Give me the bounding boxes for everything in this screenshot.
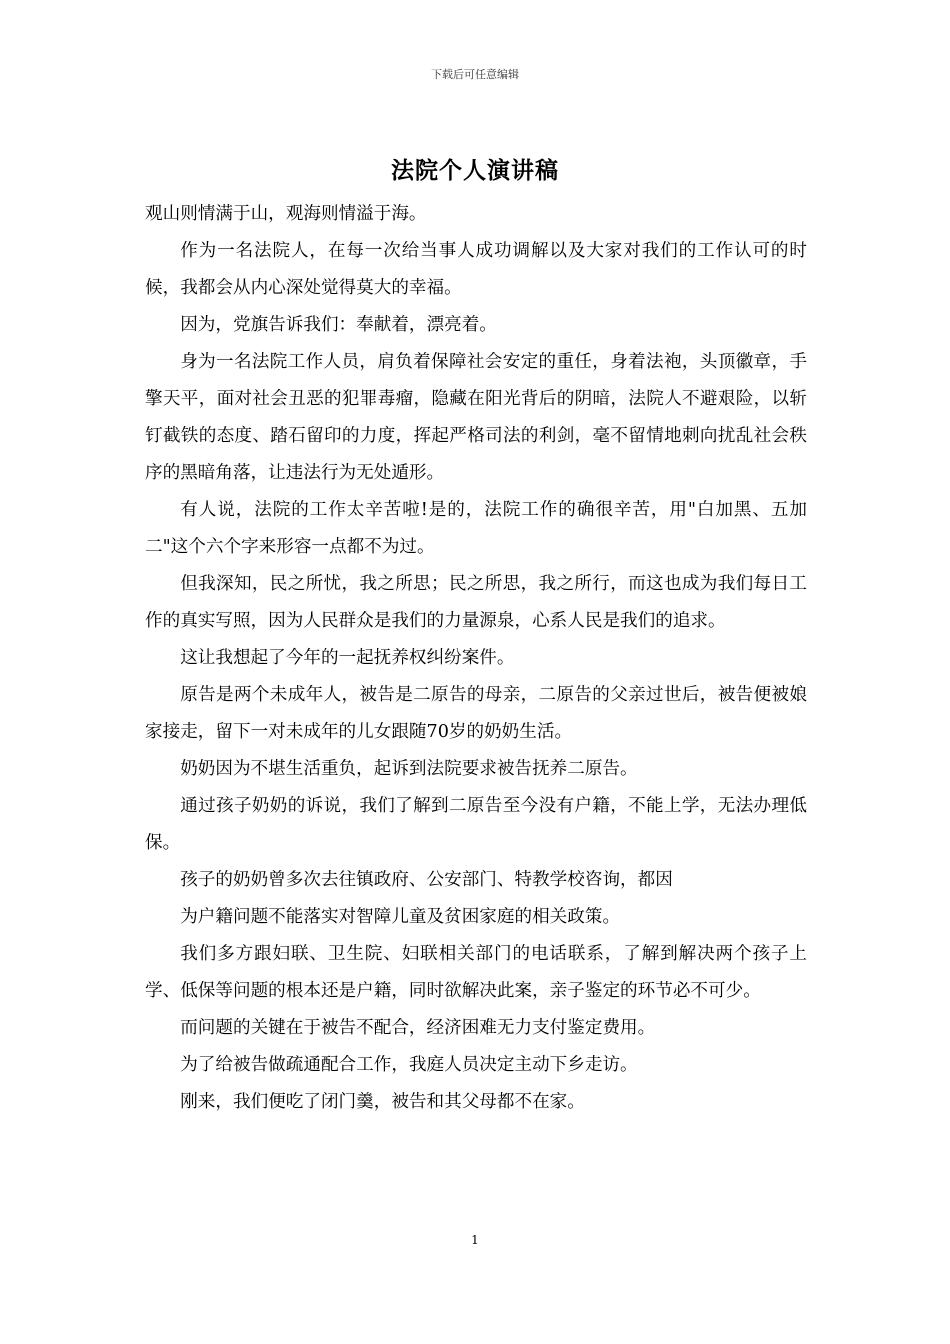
paragraph: 奶奶因为不堪生活重负，起诉到法院要求被告抚养二原告。 <box>180 759 638 779</box>
paragraph: 我们多方跟妇联、卫生院、妇联相关部门的电话联系，了解到解决两个孩子上学、低保等问题的根本还是户籍，同时欲解决此案，亲子鉴定的环节必不可少。 <box>145 944 807 1001</box>
paragraph: 通过孩子奶奶的诉说，我们了解到二原告至今没有户籍，不能上学，无法办理低保。 <box>145 796 807 853</box>
paragraph: 孩子的奶奶曾多次去往镇政府、公安部门、特教学校咨询，都因 <box>180 870 673 890</box>
page-number: 1 <box>471 1233 479 1247</box>
paragraph: 刚来，我们便吃了闭门羹，被告和其父母都不在家。 <box>180 1092 585 1112</box>
paragraph: 有人说，法院的工作太辛苦啦!是的，法院工作的确很辛苦，用"白加黑、五加二"这个六个字来形容一点都不为过。 <box>145 500 807 557</box>
paragraph: 而问题的关键在于被告不配合，经济困难无力支付鉴定费用。 <box>180 1018 656 1038</box>
document-title: 法院个人演讲稿 <box>391 157 559 184</box>
document-body <box>145 196 807 1121</box>
paragraph: 作为一名法院人，在每一次给当事人成功调解以及大家对我们的工作认可的时候，我都会从内心深处觉得莫大的幸福。 <box>145 241 807 298</box>
paragraph: 为了给被告做疏通配合工作，我庭人员决定主动下乡走访。 <box>180 1055 638 1075</box>
paragraph: 身为一名法院工作人员，肩负着保障社会安定的重任，身着法袍，头顶徽章，手擎天平，面对社会丑恶的犯罪毒瘤，隐藏在阳光背后的阴暗，法院人不避艰险，以斩钉截铁的态度、踏石留印的力度，挥起严格司法的利剑，毫不留情地刺向扰乱社会秩序的黑暗角落，让违法行为无处遁形。 <box>145 352 807 483</box>
paragraph: 观山则情满于山，观海则情溢于海。 <box>145 204 427 224</box>
paragraph: 但我深知，民之所忧，我之所思；民之所思，我之所行，而这也成为我们每日工作的真实写照，因为人民群众是我们的力量源泉，心系人民是我们的追求。 <box>145 574 807 631</box>
paragraph: 原告是两个未成年人，被告是二原告的母亲，二原告的父亲过世后，被告便被娘家接走，留下一对未成年的儿女跟随70岁的奶奶生活。 <box>145 685 807 742</box>
page-header-note: 下载后可任意编辑 <box>431 68 519 81</box>
paragraph: 为户籍问题不能落实对智障儿童及贫困家庭的相关政策。 <box>180 907 621 927</box>
paragraph: 因为，党旗告诉我们：奉献着，漂亮着。 <box>180 315 497 335</box>
paragraph: 这让我想起了今年的一起抚养权纠纷案件。 <box>180 648 515 668</box>
